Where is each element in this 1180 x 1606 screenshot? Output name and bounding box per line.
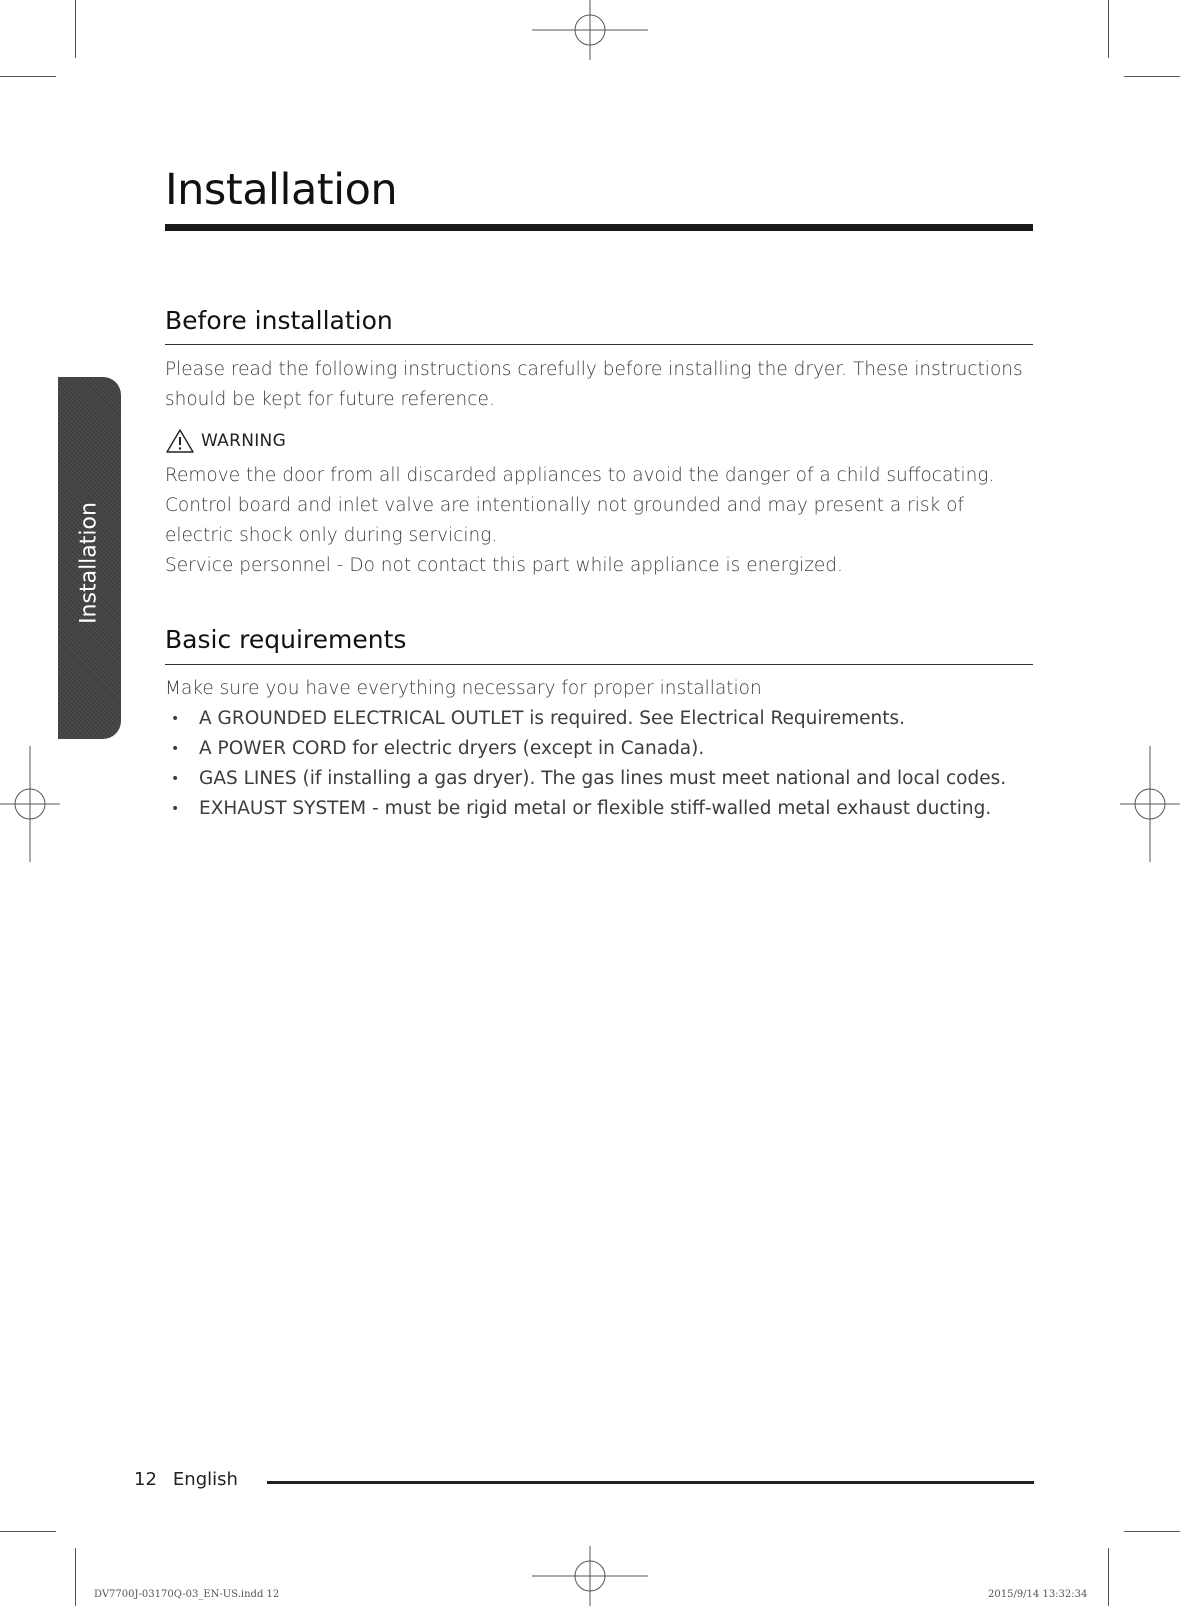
- list-item-text: EXHAUST SYSTEM - must be rigid metal or flexible stiff-walled metal exhaust ducting.: [199, 798, 992, 819]
- print-slug-file: DV7700J-03170Q-03_EN-US.indd 12: [94, 1589, 280, 1600]
- registration-mark-right: [1120, 746, 1180, 862]
- footer-language: English: [172, 1469, 238, 1490]
- section-heading-before-installation: Before installation: [165, 306, 393, 335]
- list-item: [165, 704, 1006, 734]
- registration-mark-bottom: [532, 1546, 648, 1606]
- page-number: 12: [134, 1469, 157, 1490]
- list-item: [165, 794, 1006, 824]
- page-footer: [134, 1469, 238, 1490]
- footer-rule: [267, 1481, 1034, 1484]
- text-line: Service personnel - Do not contact this part while appliance is energized.: [165, 555, 843, 576]
- list-item: [165, 764, 1006, 794]
- requirements-list: [165, 704, 1006, 824]
- text-line: Remove the door from all discarded appliances to avoid the danger of a child suffocating.: [165, 465, 995, 486]
- text-line: Control board and inlet valve are intentionally not grounded and may present a risk of: [165, 495, 964, 516]
- bullet-icon: •: [171, 771, 180, 787]
- warning-label: WARNING: [201, 431, 287, 451]
- registration-mark-top: [532, 0, 648, 60]
- text-line: should be kept for future reference.: [165, 389, 495, 410]
- side-tab: [58, 377, 121, 739]
- intro-paragraph: [165, 355, 1035, 415]
- bullet-icon: •: [171, 711, 180, 727]
- section-rule: [165, 664, 1033, 665]
- title-rule: [165, 224, 1033, 231]
- crop-mark: [75, 0, 76, 58]
- crop-mark: [1108, 1548, 1109, 1606]
- text-line: electric shock only during servicing.: [165, 525, 498, 546]
- crop-mark: [1124, 76, 1180, 77]
- list-item-text: A POWER CORD for electric dryers (except in Canada).: [199, 738, 705, 759]
- crop-mark: [0, 1531, 56, 1532]
- list-item: [165, 734, 1006, 764]
- crop-mark: [1124, 1531, 1180, 1532]
- page-title: Installation: [165, 165, 398, 215]
- warning-header: [165, 428, 286, 454]
- list-item-text: A GROUNDED ELECTRICAL OUTLET is required. See Electrical Requirements.: [199, 708, 906, 729]
- section-heading-basic-requirements: Basic requirements: [165, 625, 407, 654]
- crop-mark: [75, 1548, 76, 1606]
- section-rule: [165, 344, 1033, 345]
- warning-triangle-icon: [165, 428, 195, 454]
- side-tab-label: Installation: [76, 502, 102, 624]
- registration-mark-left: [0, 746, 60, 862]
- requirements-intro: Make sure you have everything necessary for proper installation: [165, 678, 762, 699]
- text-line: Please read the following instructions carefully before installing the dryer. These instructions: [165, 359, 1023, 380]
- bullet-icon: •: [171, 801, 180, 817]
- list-item-text: GAS LINES (if installing a gas dryer). The gas lines must meet national and local codes.: [199, 768, 1007, 789]
- bullet-icon: •: [171, 741, 180, 757]
- crop-mark: [1108, 0, 1109, 58]
- crop-mark: [0, 76, 56, 77]
- print-slug-datetime: 2015/9/14 13:32:34: [988, 1589, 1088, 1600]
- warning-text: [165, 461, 1035, 581]
